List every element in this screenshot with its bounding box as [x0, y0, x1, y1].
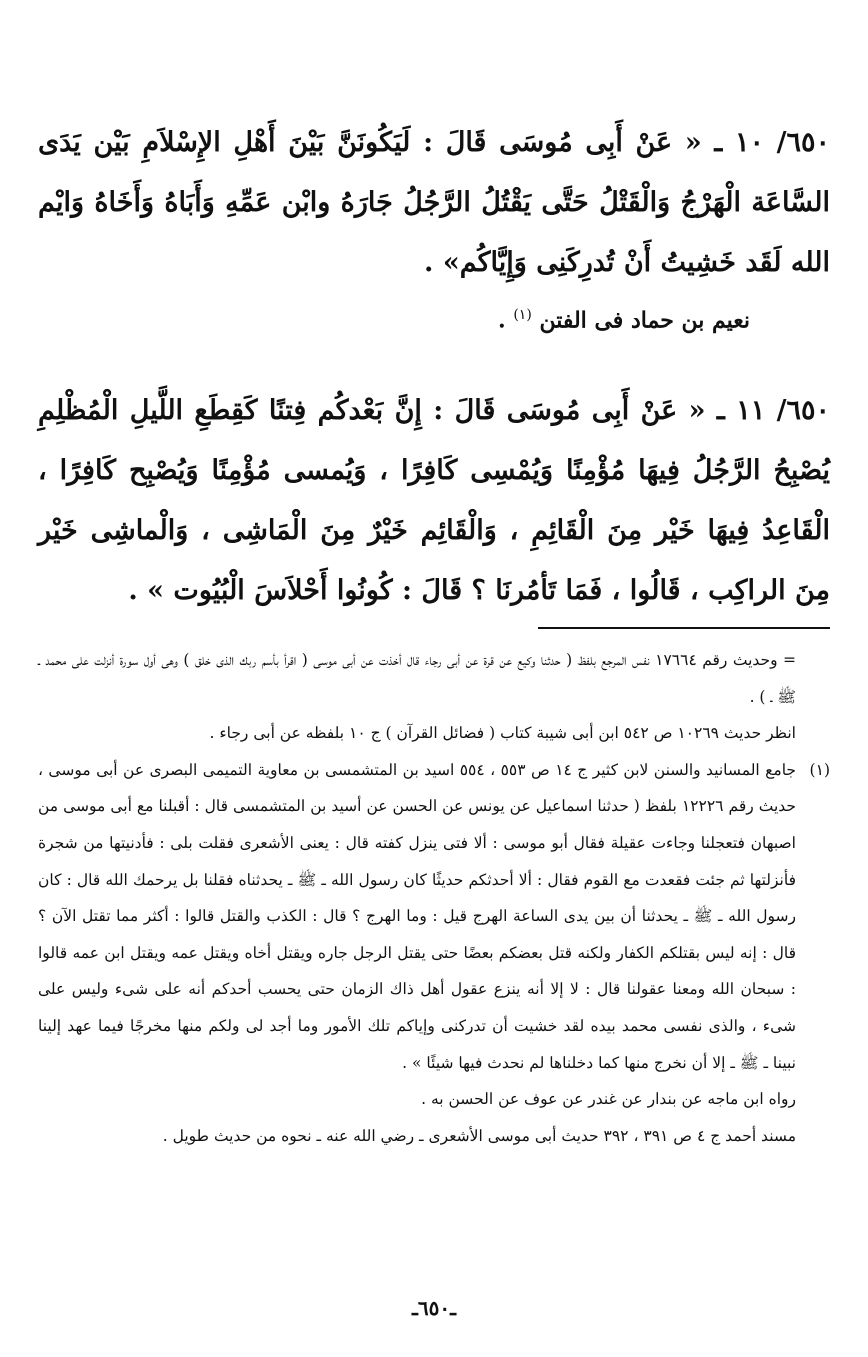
footnote-1: [38, 752, 830, 1081]
hadith-10: ٦٥٠/ ١٠ ـ « عَنْ أَبِى مُوسَى قَالَ : لَيَكُونَنَّ بَيْنَ أَهْلِ الإِسْلاَمِ بَيْن يَدَى السَّاعَة الْهَرْجُ وَالْقَتْلُ حَتَّى يَقْتُلُ الرَّجُلُ جَارَهُ وابْن عَمِّهِ وَأَبَاهُ وَأَخَاهُ وَايْم الله لَقَد خَشِيتُ أَنْ تُدرِكَنِى وَإِيَّاكُم» .: [38, 127, 830, 278]
footnote-1-sub-2: مسند أحمد ج ٤ ص ٣٩١ ، ٣٩٢ حديث أبى موسى الأشعرى ـ رضي الله عنه ـ نحوه من حديث طويل .: [162, 1126, 796, 1145]
footnote-continuation: = وحديث رقم ١٧٦٦٤ نفس المرجع بلفظ ( حدثنا وكيع عن قرة عن أبى رجاء قال أخذت عن أبى موسى ( اقرأ بأسم ربك الذى خلق ) وهى أول سورة أنزلت على محمد ـ ﷺ ـ ) .: [38, 651, 796, 706]
page-number: ـ٦٥٠ـ: [412, 1296, 456, 1320]
footnotes: [38, 642, 830, 1154]
source-citation: [498, 295, 750, 340]
footnote-1-number: (١): [809, 760, 830, 779]
footnote-continuation-2: انظر حديث ١٠٢٦٩ ص ٥٤٢ ابن أبى شيبة كتاب ( فضائل القرآن ) ج ١٠ بلفظه عن أبى رجاء .: [209, 724, 796, 743]
source-text: نعيم بن حماد فى الفتن: [539, 307, 750, 334]
source-end: .: [497, 307, 506, 334]
footnote-1-sub-1: رواه ابن ماجه عن بندار عن غندر عن عوف عن الحسن به .: [421, 1090, 796, 1109]
hadith-11: ٦٥٠/ ١١ ـ « عَنْ أَبِى مُوسَى قَالَ : إِنَّ بَعْدكُم فِتنًا كَقِطَعِ اللَّيلِ الْمُظْلِمِ يُصْبِحُ الرَّجُلُ فِيهَا مُؤْمِنًا وَيُمْسِى كَافِرًا ، وَيُمسى مُؤْمِنًا وَيُصْبِح كَافِرًا ، الْقَاعِدُ فِيهَا خَيْر مِنَ الْقَائِمِ ، وَالْقَائِم خَيْرٌ مِنَ الْمَاشِى ، وَالْماشِى خَيْر مِنَ الراكِب ، قَالُوا ، فَمَا تَأمُرنَا ؟ قَالَ : كُونُوا أَحْلاَسَ الْبُيُوت » .: [38, 395, 830, 606]
footnote-divider: [538, 627, 830, 629]
footnote-1-text: جامع المسانيد والسنن لابن كثير ج ١٤ ص ٥٥٣ ، ٥٥٤ اسيد بن المتشمسى بن معاوية التميمى البصرى عن أبى موسى ، حديث رقم ١٢٢٢٦ بلفظ ( حدثنا اسماعيل عن يونس عن الحسن عن أسيد بن المتشمسى قال : أقبلنا مع أبى موسى من اصبهان فتعجلنا وجاءت عقيلة فقال أبو موسى : ألا فتى ينزل كفته قال : يعنى الأشعرى فقلت بلى : فأدنيتها من شجرة فأنزلتها ثم جئت فقعدت مع القوم فقال : ألا أحدثكم حديثًا كان رسول الله ـ ﷺ ـ يحدثناه فقلنا بل يرحمك الله قال : كان رسول الله ـ ﷺ ـ يحدثنا أن بين يدى الساعة الهرج قيل : وما الهرج ؟ قال : الكذب والقتل قالوا : أكثر مما تقتل الآن ؟ قال : إنه ليس بقتلكم الكفار ولكنه قتل بعضكم بعضًا حتى يقتل الرجل جاره ويقتل أخاه ويقتل عمه ويقتل ابن عمه قالوا : سبحان الله ومعنا عقولنا قال : لا إلا أنه ينزع عقول أهل ذاك الزمان حتى يحسب أحدكم أنه على شىء وليس على شىء ، والذى نفسى محمد بيده لقد خشيت أن تدركنى وإياكم تلك الأمور وما أجد لى ولكم منها مخرجًا فيما عهد إلينا نبينا ـ ﷺ ـ إلا أن نخرج منها كما دخلناها لم نحدث فيها شيئًا » .: [38, 760, 797, 1072]
footnote-reference: (١): [513, 307, 532, 323]
